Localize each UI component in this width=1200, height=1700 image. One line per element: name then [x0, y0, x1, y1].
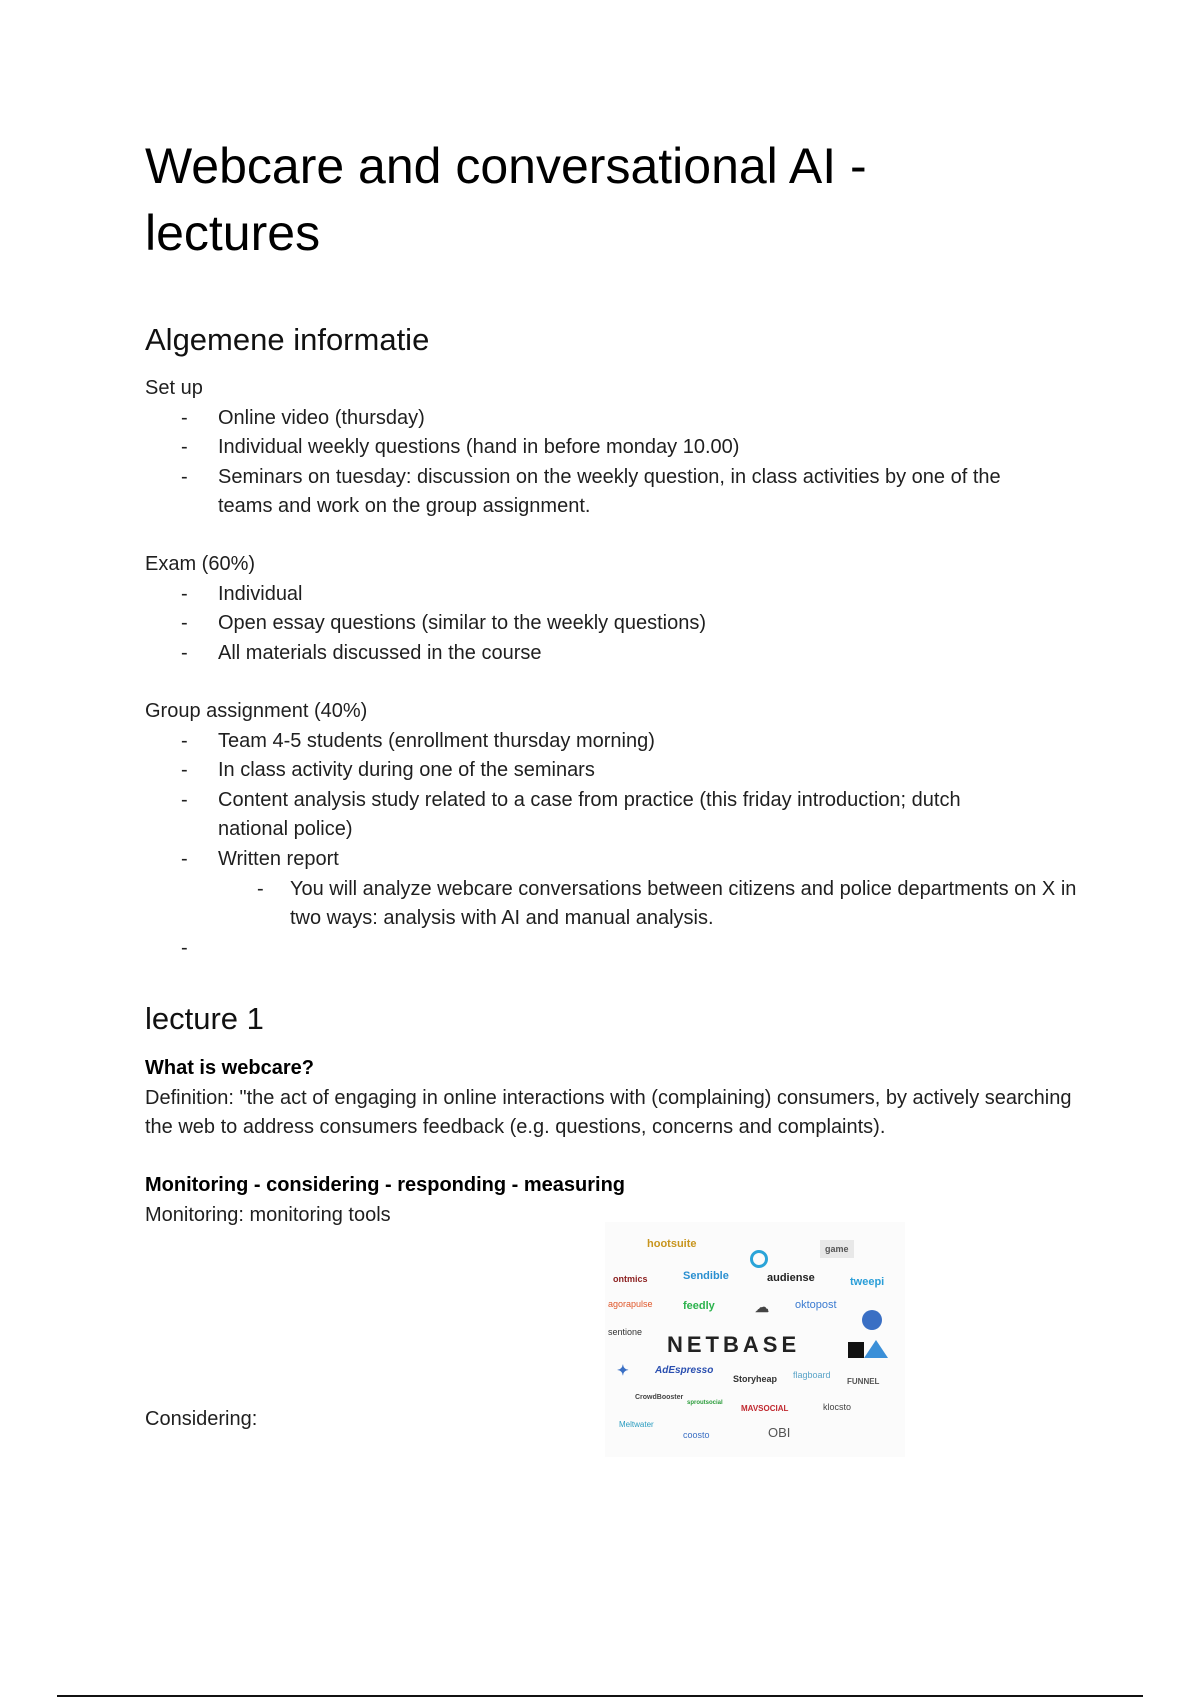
logo-obi: OBI: [768, 1425, 791, 1440]
logo-sproutsocial: sproutsocial: [687, 1400, 723, 1406]
logo-bird-icon: ✦: [617, 1362, 629, 1378]
heading-lecture-1: lecture 1: [145, 1001, 264, 1036]
logo-adespresso: AdEspresso: [655, 1365, 714, 1376]
logo-agorapulse: agorapulse: [608, 1299, 653, 1309]
page-bottom-rule: [57, 1695, 1143, 1697]
section-webcare-definition: [145, 1054, 1090, 1143]
logo-sendible: Sendible: [683, 1270, 729, 1282]
monitoring-tools-logo-collage: [605, 1222, 905, 1457]
cloud-icon: ☁: [755, 1299, 769, 1315]
list-item: - Written report: [181, 847, 339, 870]
logo-circle-icon: [750, 1250, 768, 1268]
logo-mavsocial: MAVSOCIAL: [741, 1404, 789, 1413]
title-line-1: Webcare and conversational AI -: [145, 138, 867, 194]
considering-text: Considering:: [145, 1408, 258, 1430]
list-item: - Online video (thursday): [181, 406, 425, 429]
logo-crowdbooster: CrowdBooster: [635, 1394, 684, 1401]
document-title: [145, 133, 1095, 267]
heading-general-info: Algemene informatie: [145, 322, 430, 357]
list-item: - Open essay questions (similar to the weekly questions): [181, 612, 707, 635]
logo-coosto: coosto: [683, 1430, 710, 1440]
logo-flagboard: flagboard: [793, 1370, 831, 1380]
list-item: - Content analysis study related to a case from practice (this friday introduction; dutch national police): [181, 788, 961, 841]
logo-klocsto: klocsto: [823, 1402, 852, 1412]
setup-label: Set up: [145, 377, 203, 399]
section-setup: [145, 374, 1095, 522]
setup-list: [145, 404, 1095, 522]
logo-audiense: audiense: [767, 1272, 815, 1284]
question-title: What is webcare?: [145, 1057, 314, 1079]
exam-label: Exam (60%): [145, 553, 256, 575]
logo-blue-circle: [862, 1310, 882, 1330]
steps-title: Monitoring - considering - responding - measuring: [145, 1174, 625, 1196]
list-item: - All materials discussed in the course: [181, 641, 542, 664]
list-item: - Individual: [181, 582, 303, 605]
title-line-2: lectures: [145, 205, 321, 261]
logo-feedly: feedly: [683, 1300, 715, 1312]
list-item: - Seminars on tuesday: discussion on the weekly question, in class activities by one of the teams and work on the group assignment.: [181, 465, 1001, 518]
list-item: - Individual weekly questions (hand in before monday 10.00): [181, 436, 740, 459]
monitoring-text: Monitoring: monitoring tools: [145, 1203, 391, 1226]
logo-sentione: sentione: [608, 1327, 643, 1337]
logo-hootsuite: hootsuite: [647, 1238, 697, 1250]
logo-oktopost: oktopost: [795, 1299, 837, 1311]
definition-text: Definition: "the act of engaging in online interactions with (complaining) consumers, by actively searching the web to address consumers feedback (e.g. questions, concerns and complaints).: [145, 1086, 1072, 1139]
logo-black-square: [848, 1342, 864, 1358]
logo-funnel: FUNNEL: [847, 1377, 880, 1386]
logo-ontmics: ontmics: [613, 1274, 648, 1284]
group-list: - Team 4-5 students (enrollment thursday morning) - In class activity during one of the seminars - Content analysis study related to a case from practice (this friday introduction; dutch national police) - Written report - You will analyze webcare conversations between citizens and police departments on X in two ways: analysis with AI and manual analysis. -: [145, 727, 1095, 934]
sub-list-item: - You will analyze webcare conversations between citizens and police departments on X in two ways: analysis with AI and manual analysis.: [257, 877, 1077, 930]
list-item: - In class activity during one of the seminars: [181, 759, 595, 782]
list-item: - Team 4-5 students (enrollment thursday morning): [181, 729, 655, 752]
section-exam: [145, 550, 1095, 668]
logo-storyheap: Storyheap: [733, 1374, 778, 1384]
group-label: Group assignment (40%): [145, 700, 368, 722]
logo-tweepi: tweepi: [850, 1276, 885, 1288]
logo-netbase: NETBASE: [667, 1332, 801, 1357]
logo-meltwater: Meltwater: [619, 1420, 654, 1429]
logo-game: game: [820, 1240, 854, 1258]
exam-list: [145, 580, 1095, 669]
section-group-assignment: [145, 697, 1095, 959]
logo-mountain-icon: [864, 1340, 888, 1358]
